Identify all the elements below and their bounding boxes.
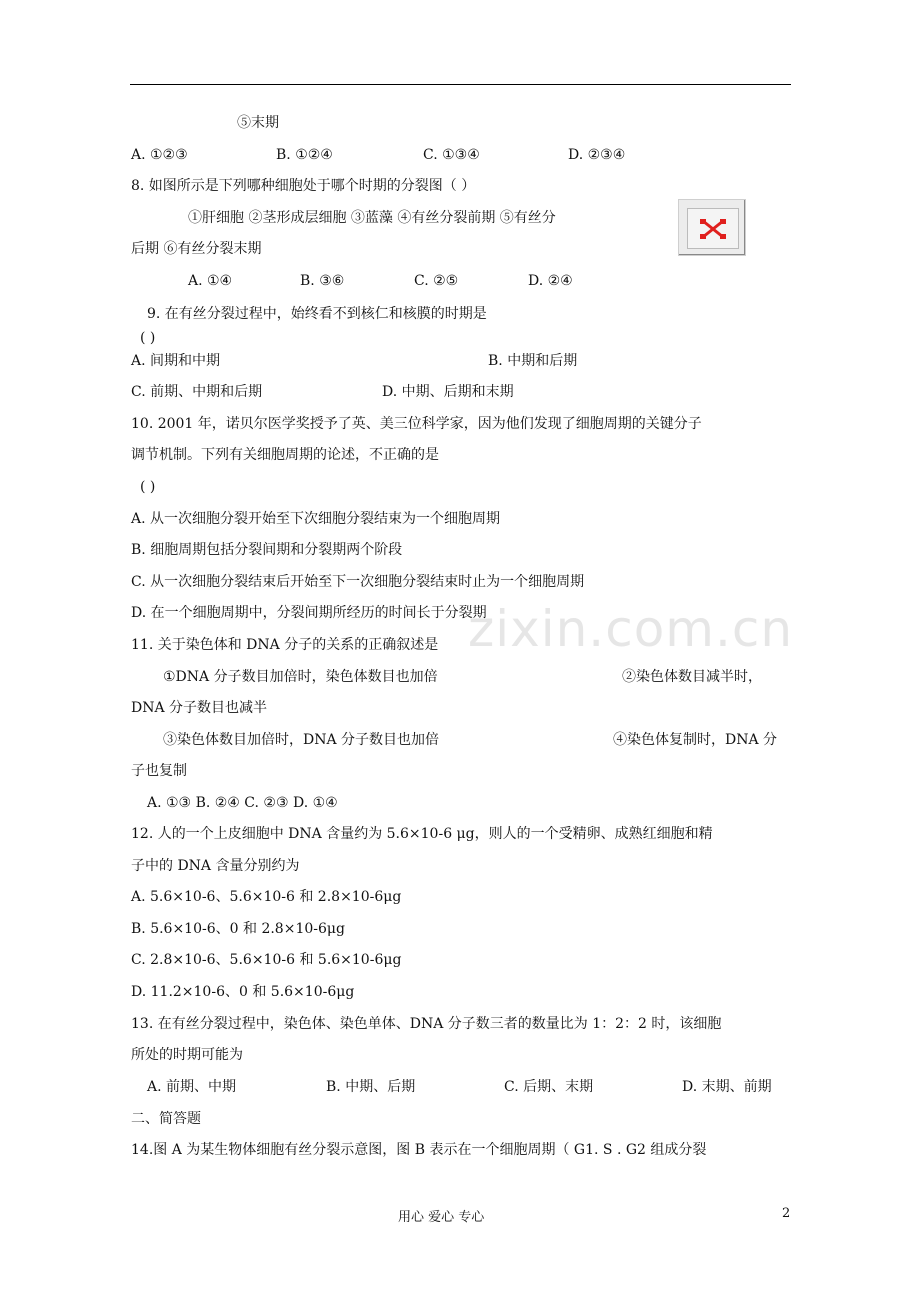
text-line-l02-col1: A. ①②③ bbox=[131, 147, 188, 163]
text-line-l18: 11. 关于染色体和 DNA 分子的关系的正确叙述是 bbox=[131, 637, 439, 653]
text-line-l12: 调节机制。下列有关细胞周期的论述，不正确的是 bbox=[131, 447, 439, 463]
text-line-l22: 子也复制 bbox=[131, 763, 187, 779]
broken-image-placeholder bbox=[678, 199, 746, 256]
text-line-l16: C. 从一次细胞分裂结束后开始至下一次细胞分裂结束时止为一个细胞周期 bbox=[131, 574, 585, 590]
text-line-l19-col1: ①DNA 分子数目加倍时，染色体数目也加倍 bbox=[163, 669, 438, 685]
text-line-l04: ①肝细胞 ②茎形成层细胞 ③蓝藻 ④有丝分裂前期 ⑤有丝分 bbox=[188, 210, 556, 226]
text-line-l11: 10. 2001 年，诺贝尔医学奖授予了英、美三位科学家，因为他们发现了细胞周期的关键分子 bbox=[131, 416, 702, 432]
text-line-l32-col2: B. 中期、后期 bbox=[326, 1079, 416, 1095]
text-line-l10-col1: C. 前期、中期和后期 bbox=[131, 384, 263, 400]
text-line-l20: DNA 分子数目也减半 bbox=[131, 700, 268, 716]
text-line-l33: 二、简答题 bbox=[131, 1111, 201, 1127]
text-line-l10-col2: D. 中期、后期和末期 bbox=[382, 384, 514, 400]
text-line-l21-col1: ③染色体数目加倍时，DNA 分子数目也加倍 bbox=[163, 732, 440, 748]
text-line-l31: 所处的时期可能为 bbox=[131, 1047, 243, 1063]
text-line-l14: A. 从一次细胞分裂开始至下次细胞分裂结束为一个细胞周期 bbox=[131, 511, 501, 527]
text-line-l02-col4: D. ②③④ bbox=[568, 147, 626, 163]
text-line-l27: B. 5.6×10-6、0 和 2.8×10-6μg bbox=[131, 921, 345, 937]
text-line-l06-col1: A. ①④ bbox=[188, 273, 233, 289]
text-line-l34: 14.图 A 为某生物体细胞有丝分裂示意图，图 B 表示在一个细胞周期（ G1. S . G2 组成分裂 bbox=[131, 1142, 707, 1158]
text-line-l05: 后期 ⑥有丝分裂末期 bbox=[131, 241, 262, 257]
text-line-l13: ( ) bbox=[140, 479, 156, 495]
text-line-l06-col4: D. ②④ bbox=[528, 273, 573, 289]
text-line-l24: 12. 人的一个上皮细胞中 DNA 含量约为 5.6×10-6 μg，则人的一个受精卵、成熟红细胞和精 bbox=[131, 826, 713, 842]
text-line-l19-col2: ②染色体数目减半时， bbox=[622, 669, 762, 685]
broken-image-icon bbox=[688, 209, 738, 248]
text-line-l26: A. 5.6×10-6、5.6×10-6 和 2.8×10-6μg bbox=[131, 889, 402, 905]
text-line-l32-col4: D. 末期、前期 bbox=[682, 1079, 772, 1095]
text-line-l21-col2: ④染色体复制时，DNA 分 bbox=[613, 732, 778, 748]
text-line-l06-col3: C. ②⑤ bbox=[414, 273, 459, 289]
text-line-l03: 8. 如图所示是下列哪种细胞处于哪个时期的分裂图（ ） bbox=[131, 178, 476, 194]
text-line-l09-col2: B. 中期和后期 bbox=[488, 353, 578, 369]
text-line-l17: D. 在一个细胞周期中，分裂间期所经历的时间长于分裂期 bbox=[131, 605, 487, 621]
text-line-l15: B. 细胞周期包括分裂间期和分裂期两个阶段 bbox=[131, 542, 403, 558]
text-line-l02-col3: C. ①③④ bbox=[423, 147, 480, 163]
text-line-l28: C. 2.8×10-6、5.6×10-6 和 5.6×10-6μg bbox=[131, 952, 402, 968]
text-line-l01: ⑤末期 bbox=[237, 115, 279, 131]
text-line-l29: D. 11.2×10-6、0 和 5.6×10-6μg bbox=[131, 984, 355, 1000]
text-line-l32-col3: C. 后期、末期 bbox=[504, 1079, 594, 1095]
text-line-l07: 9. 在有丝分裂过程中，始终看不到核仁和核膜的时期是 bbox=[147, 306, 487, 322]
text-line-l08: ( ) bbox=[140, 330, 156, 346]
text-line-l09-col1: A. 间期和中期 bbox=[131, 353, 221, 369]
page-number: 2 bbox=[782, 1206, 791, 1221]
text-line-l23: A. ①③ B. ②④ C. ②③ D. ①④ bbox=[147, 795, 338, 811]
text-line-l06-col2: B. ③⑥ bbox=[300, 273, 345, 289]
text-line-l02-col2: B. ①②④ bbox=[276, 147, 333, 163]
watermark: zixin.com.cn bbox=[468, 600, 794, 658]
header-rule bbox=[130, 84, 791, 85]
text-line-l30: 13. 在有丝分裂过程中，染色体、染色单体、DNA 分子数三者的数量比为 1：2：2 时，该细胞 bbox=[131, 1016, 722, 1032]
text-line-l25: 子中的 DNA 含量分别约为 bbox=[131, 858, 300, 874]
text-line-l32-col1: A. 前期、中期 bbox=[147, 1079, 237, 1095]
footer-center: 用心 爱心 专心 bbox=[398, 1210, 485, 1225]
